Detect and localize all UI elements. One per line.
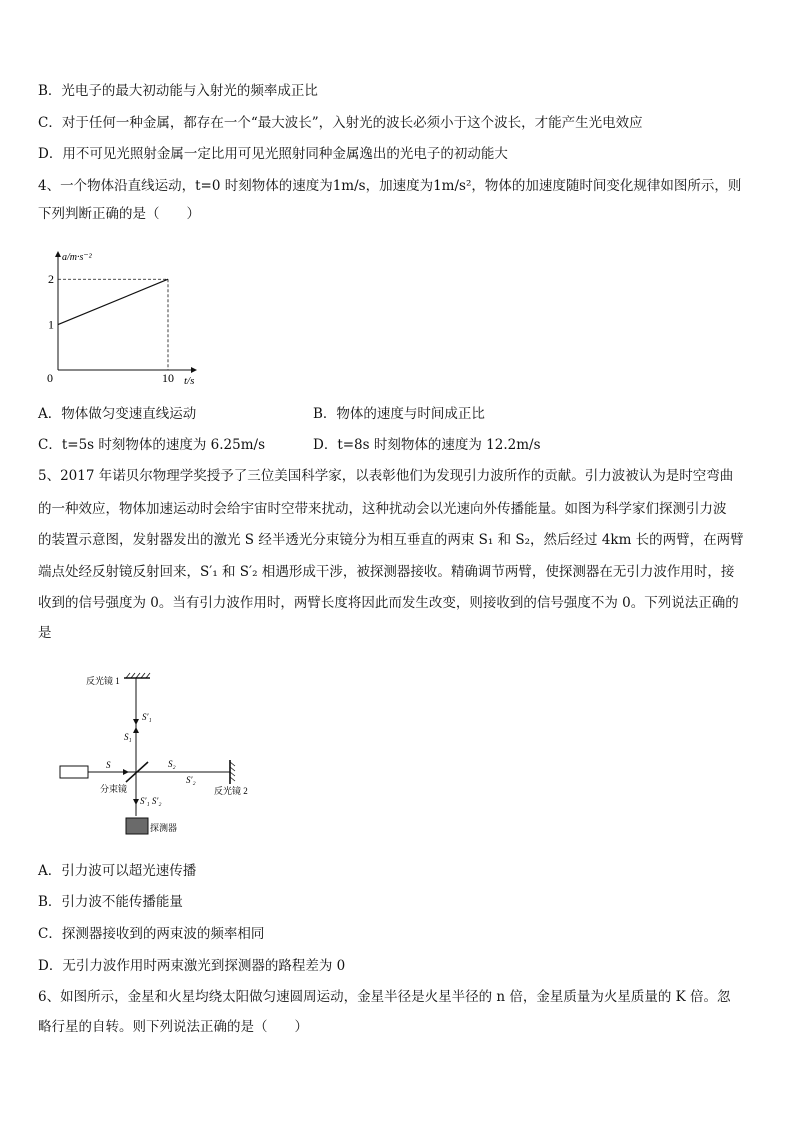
beam-s1p-label: S′₁ <box>142 712 152 722</box>
q5-option-d: D．无引力波作用时两束激光到探测器的路程差为 0 <box>38 958 346 974</box>
beam-s1-label: S₁ <box>124 732 132 742</box>
beam-s-label: S <box>106 760 111 770</box>
laser-emitter <box>60 766 88 778</box>
q5-stem-line3: 的装置示意图，发射器发出的激光 S 经半透光分束镜分为相互垂直的两束 S₁ 和 S₂，然后经过 4km 长的两臂，在两臂 <box>38 532 744 548</box>
mirror-2-label: 反光镜 2 <box>214 786 248 796</box>
q4-stem-line1: 4、一个物体沿直线运动，t=0 时刻物体的速度为1m/s，加速度为1m/s²，物体的加速度随时间变化规律如图所示，则 <box>38 178 742 194</box>
q5-stem-line4: 端点处经反射镜反射回来，S′₁ 和 S′₂ 相遇形成干涉，被探测器接收。精确调节两臂，使探测器在无引力波作用时，接 <box>38 564 735 580</box>
y-tick-label-2: 2 <box>48 272 54 287</box>
q6-stem-line2: 略行星的自转。则下列说法正确的是（ ） <box>38 1019 308 1035</box>
beam-s2-label: S₂ <box>168 759 176 769</box>
x-axis-label: t/s <box>184 375 195 387</box>
q4-option-d: D．t=8s 时刻物体的速度为 12.2m/s <box>313 437 541 453</box>
q5-stem-line1: 5、2017 年诺贝尔物理学奖授予了三位美国科学家，以表彰他们为发现引力波所作的贡献。引力波被认为是时空弯曲 <box>38 468 734 484</box>
beam-s2p-label: S′₂ <box>186 775 196 785</box>
prev-option-d: D．用不可见光照射金属一定比用可见光照射同种金属逸出的光电子的初动能大 <box>38 146 508 162</box>
q5-option-c: C．探测器接收到的两束波的频率相同 <box>38 926 265 942</box>
series-line <box>58 279 168 324</box>
splitter-label: 分束镜 <box>100 784 128 794</box>
q4-option-c: C．t=5s 时刻物体的速度为 6.25m/s <box>38 437 266 453</box>
prev-option-c: C．对于任何一种金属，都存在一个“最大波长”，入射光的波长必须小于这个波长，才能产生光电效应 <box>38 115 643 131</box>
q5-option-b: B．引力波不能传播能量 <box>38 894 183 910</box>
origin-label: 0 <box>47 371 53 385</box>
mirror-1-label: 反光镜 1 <box>86 676 120 686</box>
detector <box>126 818 148 834</box>
prev-option-b: B．光电子的最大初动能与入射光的频率成正比 <box>38 83 318 99</box>
acceleration-time-graph <box>36 248 206 388</box>
interferometer-diagram <box>56 670 276 842</box>
q4-option-a: A．物体做匀变速直线运动 <box>38 406 197 422</box>
y-axis-label: a/m·s⁻² <box>62 252 92 263</box>
detector-label: 探测器 <box>150 823 178 833</box>
q4-option-b: B．物体的速度与时间成正比 <box>313 406 485 422</box>
q4-stem-line2: 下列判断正确的是（ ） <box>38 206 200 222</box>
y-tick-label-1: 1 <box>48 317 54 332</box>
q5-stem-line6: 是 <box>38 625 52 641</box>
x-tick-label-10: 10 <box>162 371 174 385</box>
q5-stem-line5: 收到的信号强度为 0。当有引力波作用时，两臂长度将因此而发生改变，则接收到的信号强度不为 0。下列说法正确的 <box>38 595 739 611</box>
q6-stem-line1: 6、如图所示，金星和火星均绕太阳做匀速圆周运动，金星半径是火星半径的 n 倍，金星质量为火星质量的 K 倍。忽 <box>38 989 731 1005</box>
q5-option-a: A．引力波可以超光速传播 <box>38 863 197 879</box>
q5-stem-line2: 的一种效应，物体加速运动时会给宇宙时空带来扰动，这种扰动会以光速向外传播能量。如图为科学家们探测引力波 <box>38 501 727 517</box>
beam-s1s2-label: S′₁ S′₂ <box>140 796 162 806</box>
